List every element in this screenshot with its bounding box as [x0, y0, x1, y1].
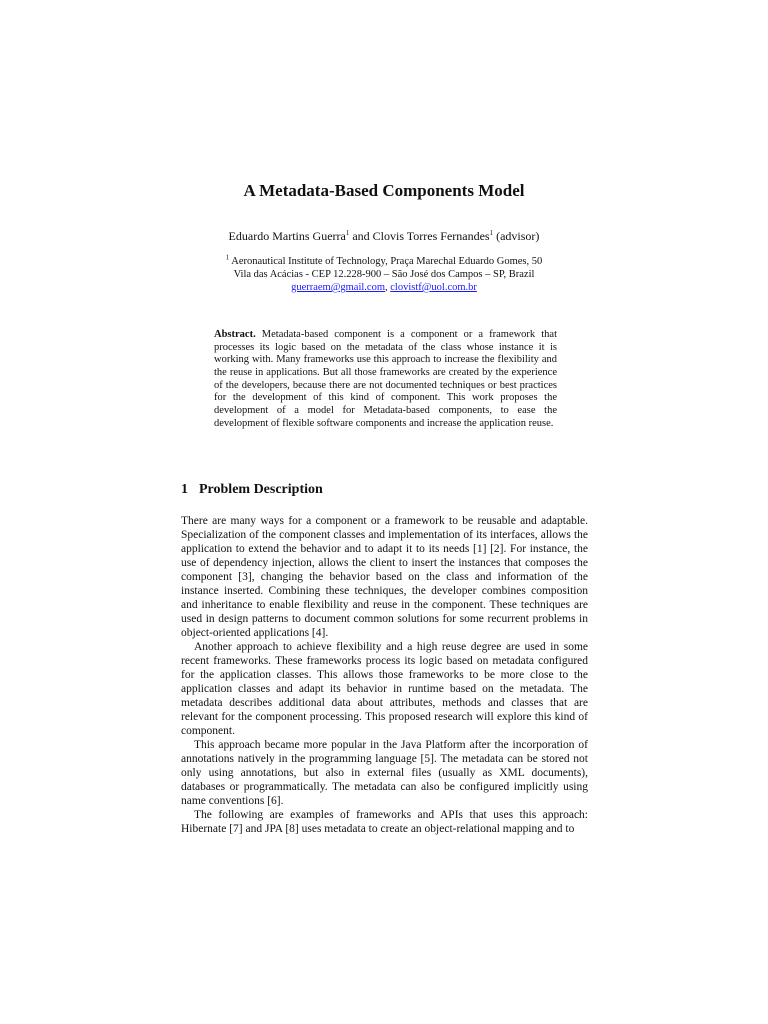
- author-name: Clovis Torres Fernandes: [372, 229, 490, 243]
- author-name: Eduardo Martins Guerra: [228, 229, 346, 243]
- email-separator: ,: [385, 282, 391, 293]
- body-paragraph: Another approach to achieve flexibility and a high reuse degree are used in some recent frameworks. These frameworks process its logic based on metadata configured for the application classes. This allows those frameworks to be more close to the application classes and adapt its behavior in runtime based on the metadata. The metadata describes additional data about attributes, methods and classes that are relevant for the component processing. This proposed research will explore this kind of component.: [181, 641, 588, 737]
- affiliation-block: [0, 255, 768, 294]
- affiliation-line: [0, 255, 768, 268]
- section-heading: [181, 482, 323, 498]
- affiliation-address: Vila das Acácias - CEP 12.228-900 – São José dos Campos – SP, Brazil: [233, 269, 535, 280]
- email-link[interactable]: clovistf@uol.com.br: [390, 282, 477, 293]
- author-role: (advisor): [493, 229, 540, 243]
- body-paragraph: This approach became more popular in the Java Platform after the incorporation of annotations natively in the programming language [5]. The metadata can be stored not only using annotations, but also in external files (usually as XML documents), databases or programmatically. The metadata can also be configured implicitly using name conventions [6].: [181, 739, 588, 807]
- body-paragraph: The following are examples of frameworks and APIs that uses this approach: Hibernate [7] and JPA [8] uses metadata to create an object-relational mapping and to: [181, 809, 588, 835]
- paper-title: A Metadata-Based Components Model: [243, 181, 525, 200]
- email-line: [0, 281, 768, 294]
- abstract: [214, 329, 557, 430]
- affiliation-marker: 1: [345, 229, 350, 237]
- section-number: 1: [181, 482, 188, 497]
- author-line: [0, 229, 768, 244]
- abstract-text: Metadata-based component is a component or a framework that processes its logic based on the metadata of the class whose instance it is working with. Many frameworks use this approach to increase the flexibility and the reuse in applications. But all those frameworks are created by the experience of the developers, because there are not documented techniques or best practices for the development of this kind of component. This work proposes the development of a model for Metadata-based components, to ease the development of flexible software components and increase the application reuse.: [214, 329, 557, 429]
- affiliation-marker: 1: [225, 253, 230, 262]
- email-link[interactable]: guerraem@gmail.com: [291, 282, 386, 293]
- author-connector: and: [349, 229, 373, 243]
- affiliation-marker: 1: [489, 229, 494, 237]
- section-body: [181, 514, 588, 836]
- affiliation-text: Aeronautical Institute of Technology, Praça Marechal Eduardo Gomes, 50: [229, 256, 543, 267]
- section-title: Problem Description: [199, 482, 323, 497]
- body-paragraph: There are many ways for a component or a framework to be reusable and adaptable. Specialization of the component classes and implementation of its interfaces, allows the application to extend the behavior and to adapt it to its needs [1] [2]. For instance, the use of dependency injection, allows the client to insert the instances that composes the component [3], changing the behavior based on the class and information of the instance inserted. Combining these techniques, the developer combines composition and inheritance to enable flexibility and reuse in the component. These techniques are used in design patterns to document common solutions for some recurrent problems in object-oriented applications [4].: [181, 515, 588, 639]
- abstract-label: Abstract.: [214, 329, 256, 340]
